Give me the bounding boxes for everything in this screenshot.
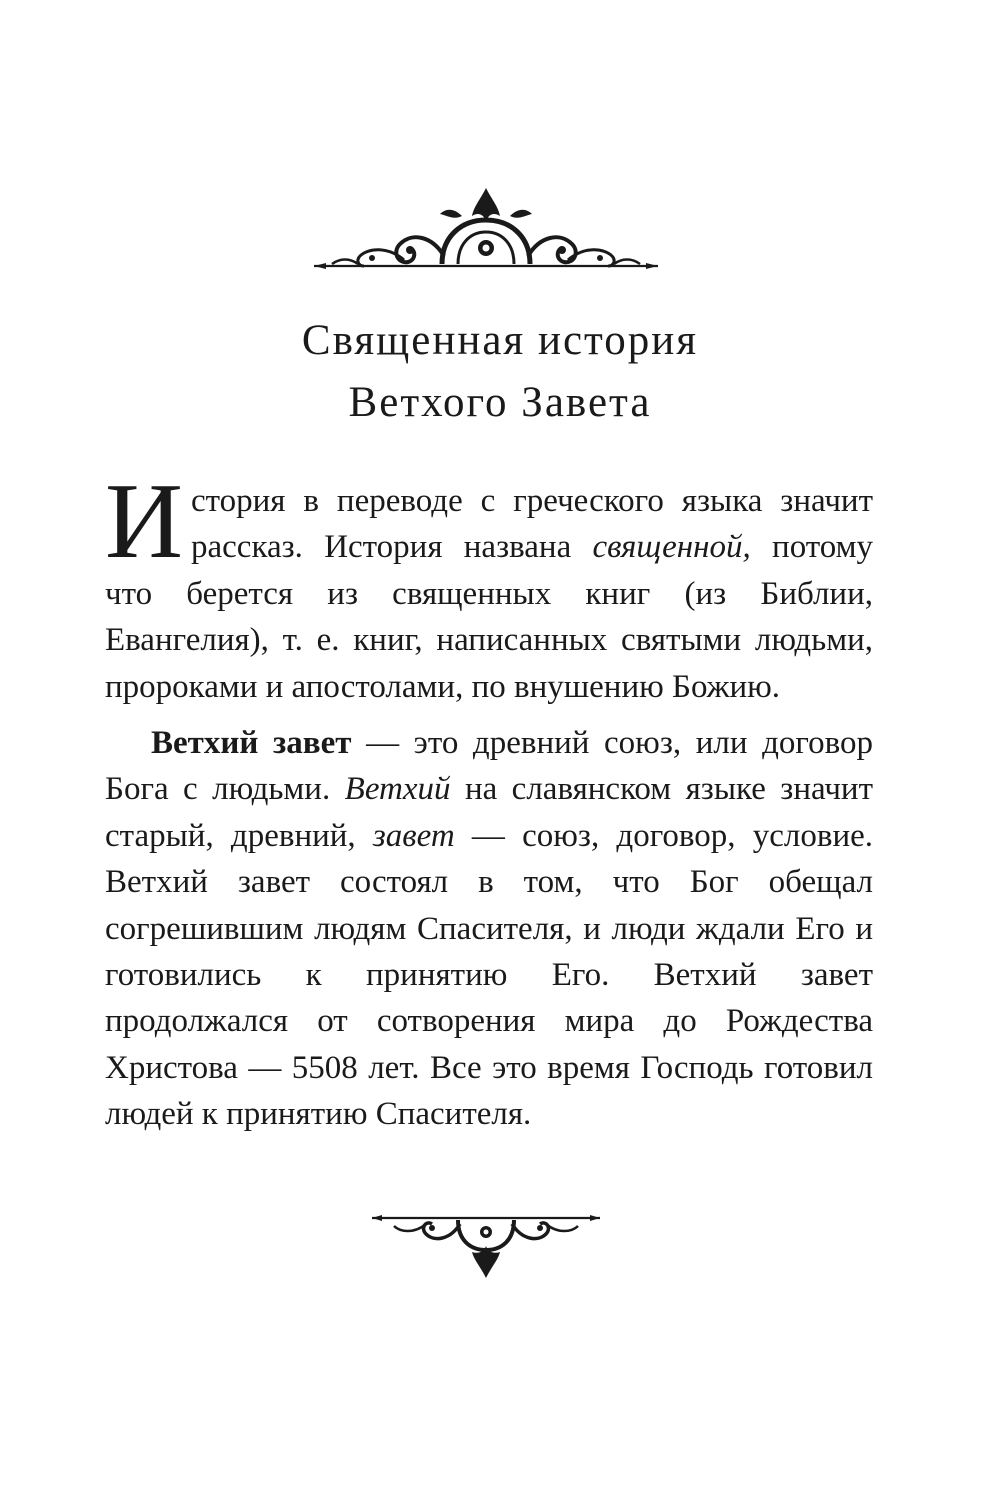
paragraph-2: [105, 720, 873, 1138]
paragraph-1-text-a: стория в переводе с греческого языка значит рассказ. История названа: [191, 483, 873, 566]
paragraph-2-text-a: — это древний союз, или договор Бога с людьми.: [105, 725, 873, 808]
paragraph-1-text-b: потому что берется из священных книг (из Библии, Евангелия), т. е. книг, написанных святыми людьми, пророками и апостолами, по внушению Божию.: [105, 529, 873, 705]
paragraph-1: [105, 462, 873, 710]
body-text: [105, 462, 874, 1138]
paragraph-1-italic: священной,: [592, 529, 751, 566]
paragraph-2-bold: Ветхий завет: [151, 725, 352, 762]
chapter-title: [0, 310, 1000, 434]
chapter-title-line-2: Ветхого Завета: [348, 379, 652, 426]
ornament-bottom-icon: [370, 1210, 602, 1280]
drop-cap: И: [105, 462, 183, 581]
paragraph-2-text-c: — союз, договор, условие. Ветхий завет состоял в том, что Бог обещал согрешившим людям Спасителя, и люди ждали Его и готовились к принятию Его. Ветхий завет продолжался от сотворения мира до Рождества Христова — 5508 лет. Все это время Господь готовил людей к принятию Спасителя.: [105, 817, 874, 1133]
paragraph-2-italic-2: завет: [372, 817, 455, 854]
paragraph-2-italic-1: Ветхий: [344, 771, 451, 808]
paragraph-2-text-b: на славянском языке значит старый, древний,: [105, 771, 873, 854]
ornament-top-icon: [312, 186, 660, 272]
chapter-title-line-1: Священная история: [301, 317, 699, 364]
